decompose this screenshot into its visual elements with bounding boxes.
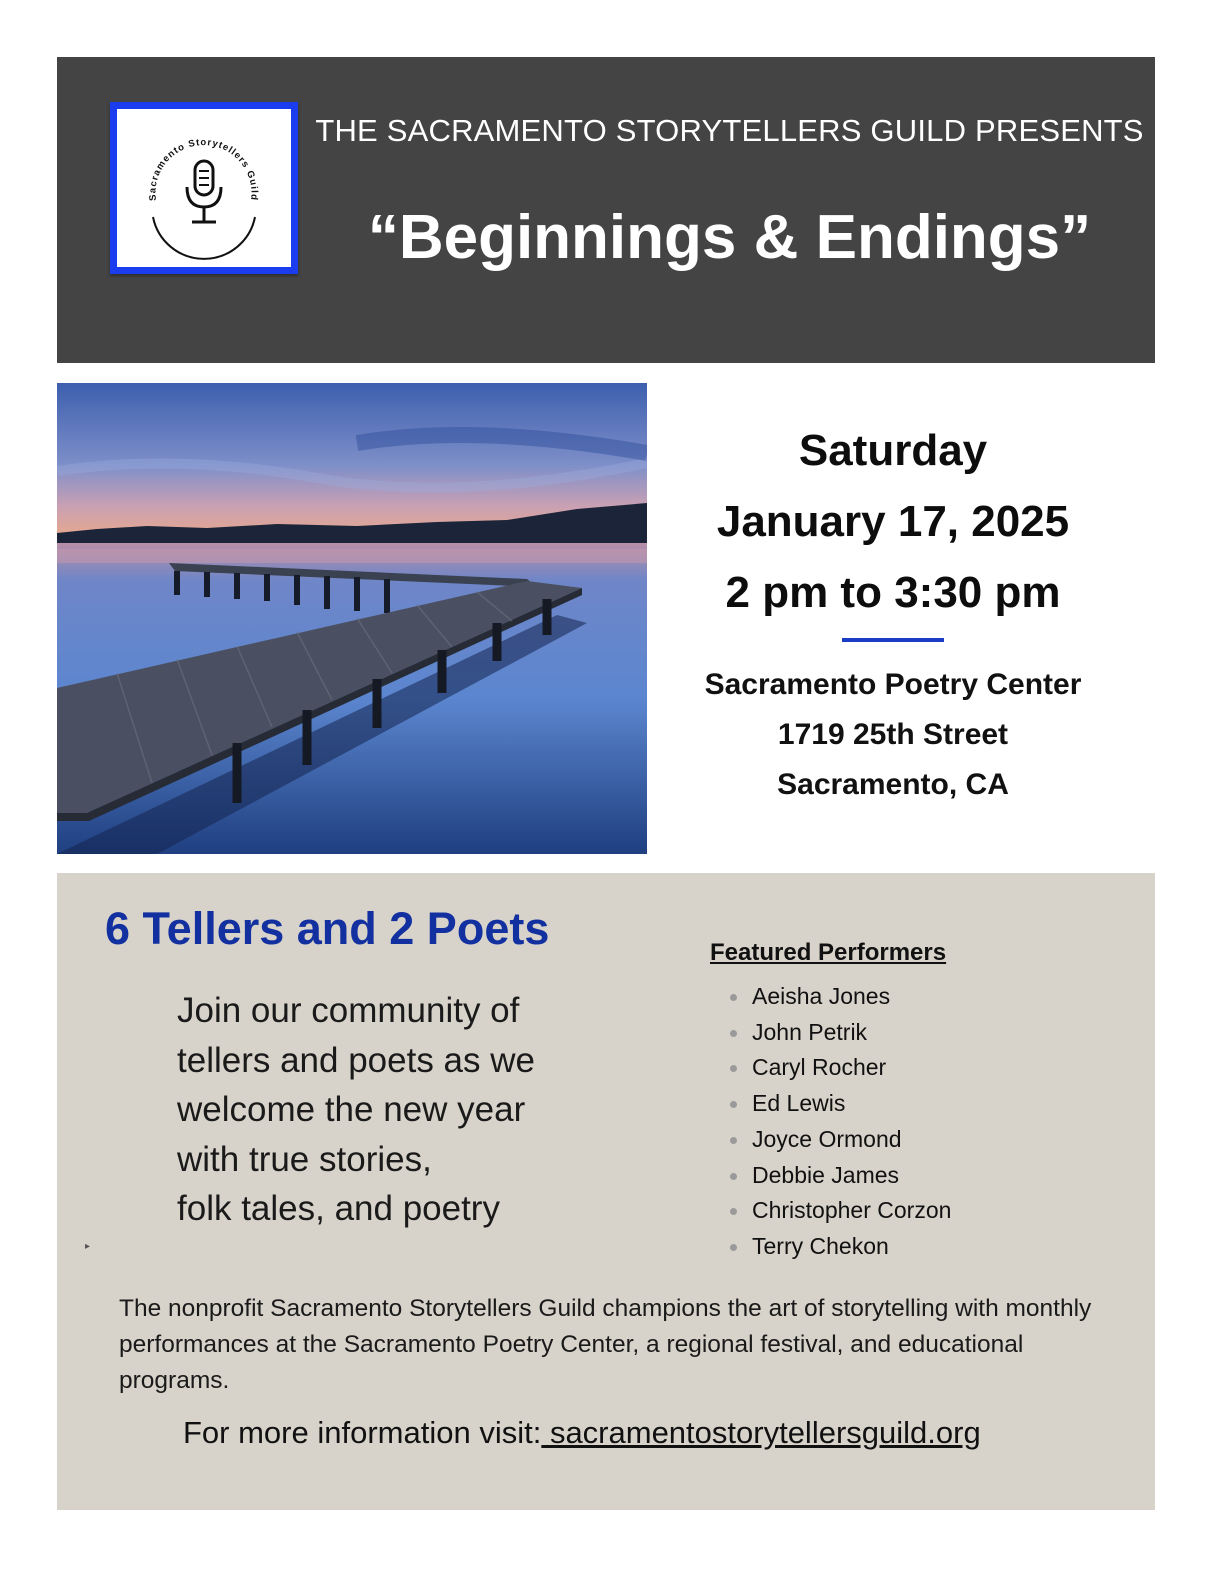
divider	[842, 638, 944, 642]
guild-logo	[110, 102, 298, 274]
event-time: 2 pm to 3:30 pm	[725, 568, 1061, 617]
venue-street: 1719 25th Street	[777, 718, 1009, 751]
svg-text:Sacramento Storytellers Guild: Sacramento Storytellers Guild	[147, 137, 260, 202]
event-title: “Beginnings & Endings”	[367, 203, 1092, 272]
website-link[interactable]: sacramentostorytellersguild.org	[541, 1415, 981, 1450]
performer-item: Caryl Rocher	[728, 1050, 1110, 1086]
performers-heading: Featured Performers	[710, 939, 947, 966]
performer-list	[710, 979, 1110, 1265]
venue-city: Sacramento, CA	[777, 768, 1009, 801]
performer-item: Joyce Ormond	[728, 1122, 1110, 1158]
performer-item: Christopher Corzon	[728, 1193, 1110, 1229]
header-banner	[57, 57, 1155, 363]
triangle-marker-icon: ▸	[85, 1241, 91, 1252]
blurb-line: tellers and poets as we	[177, 1040, 535, 1080]
more-info	[183, 1415, 981, 1451]
more-info-label: For more information visit:	[183, 1415, 542, 1450]
featured-performers	[710, 939, 1110, 1265]
lake-pier-photo	[57, 383, 647, 854]
blurb-line: Join our community of	[177, 991, 520, 1030]
performer-item: Aeisha Jones	[728, 979, 1110, 1015]
performer-item: Ed Lewis	[728, 1086, 1110, 1122]
performer-item: Debbie James	[728, 1158, 1110, 1194]
lineup-heading: 6 Tellers and 2 Poets	[105, 903, 550, 954]
about-guild: The nonprofit Sacramento Storytellers Guild champions the art of storytelling with monthly performances at the Sacramento Poetry Center, a regional festival, and educational programs.	[119, 1295, 1092, 1394]
lineup-blurb	[177, 986, 597, 1234]
info-band	[57, 873, 1155, 1510]
microphone-logo-icon	[117, 109, 291, 267]
blurb-line: folk tales, and poetry	[177, 1189, 500, 1228]
performer-item: Terry Chekon	[728, 1229, 1110, 1265]
blurb-line: welcome the new year	[177, 1090, 526, 1129]
venue-name: Sacramento Poetry Center	[704, 668, 1082, 701]
event-details	[670, 415, 1116, 810]
event-day: Saturday	[798, 426, 988, 475]
blurb-line: with true stories,	[177, 1139, 432, 1179]
event-date: January 17, 2025	[716, 497, 1070, 546]
presenter-line: THE SACRAMENTO STORYTELLERS GUILD PRESENTS	[315, 113, 1144, 148]
performer-item: John Petrik	[728, 1015, 1110, 1051]
